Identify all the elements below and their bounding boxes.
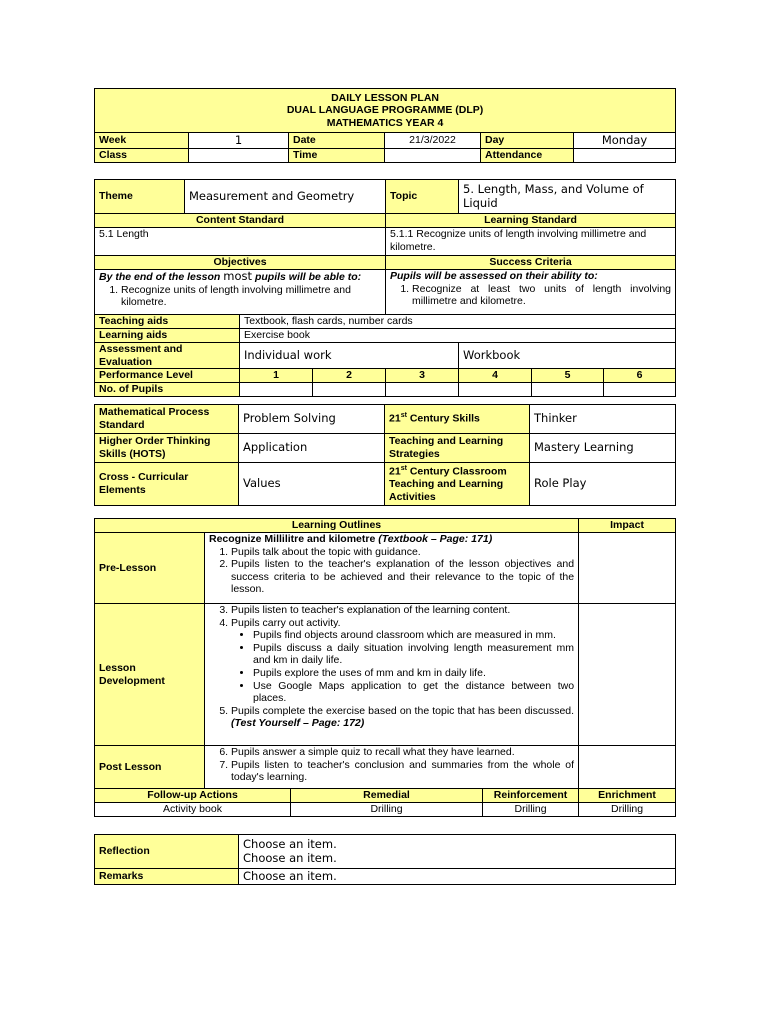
c21-sup: st	[400, 412, 407, 420]
c21act-text: Century Classroom Teaching and Learning Activities	[389, 465, 507, 503]
topic-label: Topic	[386, 180, 459, 214]
pre-item: 1. Pupils talk about the topic with guidance.	[231, 546, 574, 559]
topic-value[interactable]: 5. Length, Mass, and Volume of Liquid	[459, 180, 676, 214]
attendance-value[interactable]	[574, 149, 676, 163]
lesson-development-impact[interactable]	[579, 604, 676, 746]
teaching-aids-label: Teaching aids	[95, 315, 240, 329]
theme-value[interactable]: Measurement and Geometry	[185, 180, 386, 214]
pre-title-ref: (Textbook – Page: 171)	[378, 533, 493, 545]
outlines-table	[94, 518, 676, 817]
c21-activities-label	[385, 463, 530, 506]
skills-table	[94, 404, 676, 506]
time-label: Time	[289, 149, 385, 163]
pre-title: Recognize Millilitre and kilometre	[209, 533, 376, 545]
post-lesson-label: Post Lesson	[95, 746, 205, 789]
follow-up-label: Follow-up Actions	[95, 789, 291, 803]
remarks-dropdown[interactable]: Choose an item.	[239, 869, 676, 885]
dev-last-text: Pupils complete the exercise based on the topic that has been discussed.	[231, 704, 575, 717]
c21act-sup: st	[400, 464, 407, 472]
performance-level-1: 1	[240, 369, 313, 383]
content-standard-value[interactable]: 5.1 Length	[95, 228, 386, 256]
theme-label: Theme	[95, 180, 185, 214]
pupils-count-4[interactable]	[459, 383, 532, 397]
lesson-development-label: Lesson Development	[95, 604, 205, 746]
cce-value[interactable]: Values	[239, 463, 385, 506]
assessment-value-1[interactable]: Individual work	[240, 343, 459, 369]
performance-level-6: 6	[604, 369, 676, 383]
reflection-table	[94, 834, 676, 885]
dev-last-ref: (Test Yourself – Page: 172)	[231, 717, 365, 730]
class-label: Class	[95, 149, 189, 163]
week-label: Week	[95, 133, 189, 149]
hots-label: Higher Order Thinking Skills (HOTS)	[95, 434, 239, 463]
objectives-intro-b: most	[223, 269, 253, 283]
reflection-dropdown-1[interactable]: Choose an item.	[243, 836, 337, 851]
performance-level-label: Performance Level	[95, 369, 240, 383]
performance-level-2: 2	[313, 369, 386, 383]
dev-item	[231, 617, 574, 705]
success-criteria-label: Success Criteria	[386, 256, 676, 270]
learning-standard-value[interactable]: 5.1.1 Recognize units of length involving millimetre and kilometre.	[386, 228, 676, 256]
dev-item-text: Pupils carry out activity.	[231, 616, 341, 629]
c21-num: 21	[389, 412, 401, 425]
assessment-label: Assessment and Evaluation	[95, 343, 240, 369]
week-value[interactable]: 1	[189, 133, 289, 149]
c21act-num: 21	[389, 465, 401, 478]
reflection-value[interactable]	[239, 835, 676, 869]
title-line-3: MATHEMATICS YEAR 4	[326, 116, 444, 129]
reinforcement-value[interactable]: Drilling	[483, 803, 579, 817]
learning-aids-label: Learning aids	[95, 329, 240, 343]
pre-lesson-content[interactable]	[205, 533, 579, 604]
pre-lesson-label: Pre-Lesson	[95, 533, 205, 604]
tls-value[interactable]: Mastery Learning	[530, 434, 676, 463]
cce-label: Cross - Curricular Elements	[95, 463, 239, 506]
header-table	[94, 88, 676, 163]
dev-bullet: • Pupils find objects around classroom which are measured in mm.	[253, 629, 574, 642]
dev-bullet: • Pupils explore the uses of mm and km in daily life.	[253, 667, 574, 680]
success-item: 1. Recognize at least two units of length involving millimetre and kilometre.	[412, 283, 671, 308]
attendance-label: Attendance	[481, 149, 574, 163]
c21-text: Century Skills	[406, 412, 480, 425]
objectives-intro-c: pupils will be able to:	[254, 271, 362, 283]
reflection-dropdown-2[interactable]: Choose an item.	[243, 850, 337, 865]
pupils-label: No. of Pupils	[95, 383, 240, 397]
objectives-item: 1. Recognize units of length involving millimetre and kilometre.	[121, 284, 381, 309]
content-standard-label: Content Standard	[95, 214, 386, 228]
dev-bullet: • Pupils discuss a daily situation involving length measurement mm and km in daily life.	[253, 642, 574, 667]
title-line-1: DAILY LESSON PLAN	[331, 91, 440, 104]
dev-item: 3. Pupils listen to teacher's explanation of the learning content.	[231, 604, 574, 617]
info-table	[94, 179, 676, 397]
success-criteria-cell[interactable]	[386, 270, 676, 315]
post-lesson-impact[interactable]	[579, 746, 676, 789]
enrichment-label: Enrichment	[579, 789, 676, 803]
impact-label: Impact	[579, 519, 676, 533]
pre-item: 2. Pupils listen to the teacher's explanation of the lesson objectives and success criteria to be achieved and their relevance to the topic of the lesson.	[231, 558, 574, 596]
pupils-count-3[interactable]	[386, 383, 459, 397]
tls-label: Teaching and Learning Strategies	[385, 434, 530, 463]
post-item: 6. Pupils answer a simple quiz to recall what they have learned.	[231, 746, 574, 759]
performance-level-5: 5	[532, 369, 604, 383]
date-value[interactable]: 21/3/2022	[385, 133, 481, 149]
plan-title	[95, 89, 676, 133]
teaching-aids-value[interactable]: Textbook, flash cards, number cards	[240, 315, 676, 329]
performance-level-4: 4	[459, 369, 532, 383]
hots-value[interactable]: Application	[239, 434, 385, 463]
day-value[interactable]: Monday	[574, 133, 676, 149]
learning-standard-label: Learning Standard	[386, 214, 676, 228]
remedial-label: Remedial	[291, 789, 483, 803]
dev-item	[231, 705, 574, 730]
objectives-label: Objectives	[95, 256, 386, 270]
assessment-value-2[interactable]: Workbook	[459, 343, 676, 369]
title-line-2: DUAL LANGUAGE PROGRAMME (DLP)	[286, 104, 484, 117]
c21-skills-label	[385, 405, 530, 434]
mps-value[interactable]: Problem Solving	[239, 405, 385, 434]
post-item: 7. Pupils listen to teacher's conclusion and summaries from the whole of today's learning.	[231, 759, 574, 784]
dev-bullet: • Use Google Maps application to get the distance between two places.	[253, 680, 574, 705]
date-label: Date	[289, 133, 385, 149]
remarks-label: Remarks	[95, 869, 239, 885]
pupils-count-5[interactable]	[532, 383, 604, 397]
c21-activities-value[interactable]: Role Play	[530, 463, 676, 506]
performance-level-3: 3	[386, 369, 459, 383]
reinforcement-label: Reinforcement	[483, 789, 579, 803]
time-value[interactable]	[385, 149, 481, 163]
success-intro: Pupils will be assessed on their ability to:	[390, 270, 598, 282]
lesson-development-content[interactable]	[205, 604, 579, 746]
day-label: Day	[481, 133, 574, 149]
enrichment-value[interactable]: Drilling	[579, 803, 676, 817]
follow-up-value[interactable]: Activity book	[95, 803, 291, 817]
pupils-count-6[interactable]	[604, 383, 676, 397]
mps-label: Mathematical Process Standard	[95, 405, 239, 434]
pre-lesson-impact[interactable]	[579, 533, 676, 604]
pupils-count-1[interactable]	[240, 383, 313, 397]
objectives-cell[interactable]	[95, 270, 386, 315]
pupils-count-2[interactable]	[313, 383, 386, 397]
post-lesson-content[interactable]	[205, 746, 579, 789]
remedial-value[interactable]: Drilling	[291, 803, 483, 817]
learning-outlines-label: Learning Outlines	[95, 519, 579, 533]
objectives-intro-a: By the end of the lesson	[99, 271, 221, 283]
class-value[interactable]	[189, 149, 289, 163]
c21-skills-value[interactable]: Thinker	[530, 405, 676, 434]
learning-aids-value[interactable]: Exercise book	[240, 329, 676, 343]
reflection-label: Reflection	[95, 835, 239, 869]
